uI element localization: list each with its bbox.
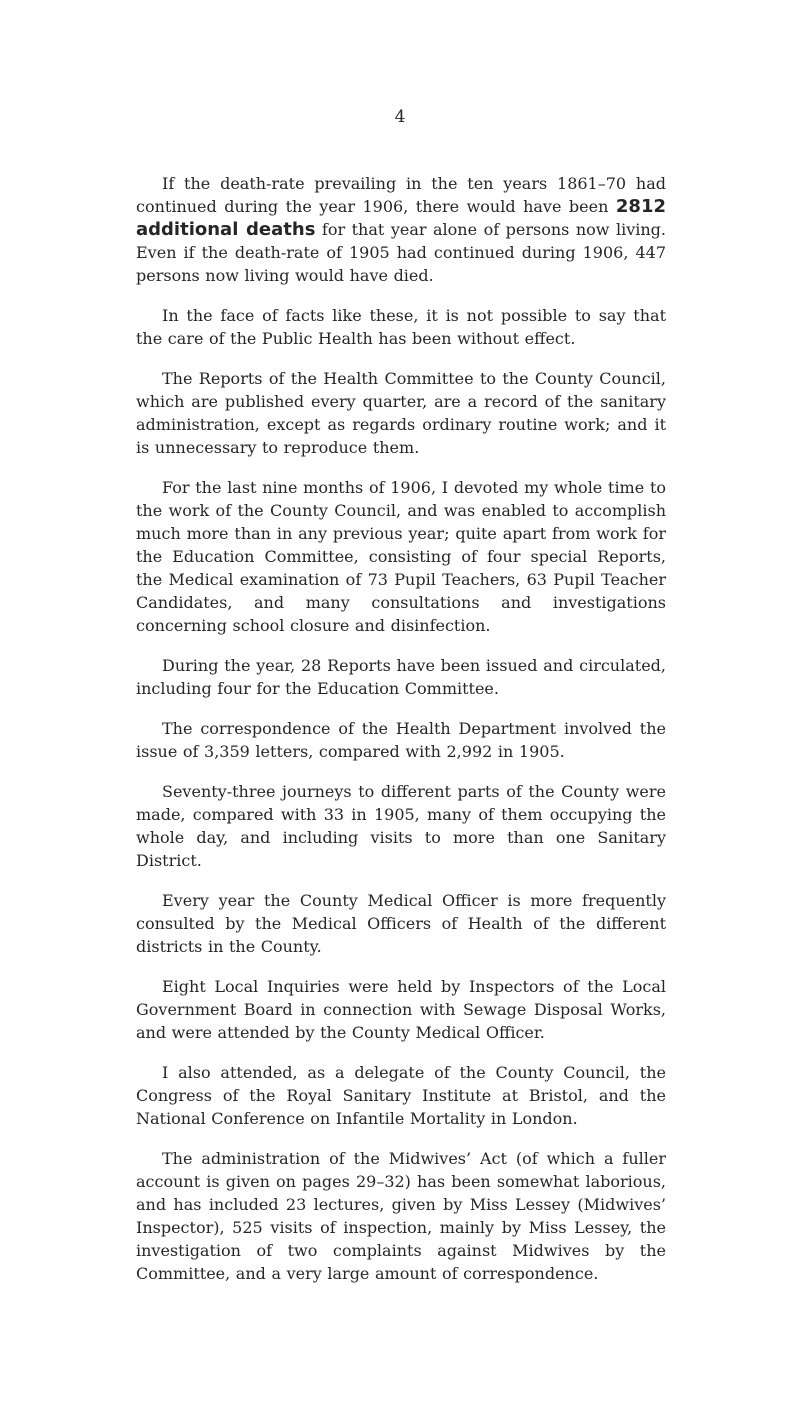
paragraph-congress: I also attended, as a delegate of the County Council, the Congress of the Royal Sanitary Institute at Bristol, and the National Conference on Infantile Mortality in London.	[136, 1063, 666, 1128]
paragraph-consultations: Every year the County Medical Officer is more frequently consulted by the Medical Officers of Health of the different districts in the County.	[136, 891, 666, 956]
paragraph-reports-issued: During the year, 28 Reports have been issued and circulated, including four for the Education Committee.	[136, 656, 666, 698]
paragraph-reports: The Reports of the Health Committee to the County Council, which are published every quarter, are a record of the sanitary administration, except as regards ordinary routine work; and it is unnecessary to reproduce them.	[136, 369, 666, 457]
paragraph-work: For the last nine months of 1906, I devoted my whole time to the work of the County Council, and was enabled to accomplish much more than in any previous year; quite apart from work for the Education Committee, consisting of four special Reports, the Medical examination of 73 Pupil Teachers, 63 Pupil Teacher Candidates, and many consultations and investigations concerning school closure and disinfection.	[136, 478, 666, 635]
paragraph-correspondence: The correspondence of the Health Department involved the issue of 3,359 letters, compared with 2,992 in 1905.	[136, 719, 666, 761]
paragraph-midwives: The administration of the Midwives’ Act (of which a fuller account is given on pages 29–32) has been somewhat laborious, and has included 23 lectures, given by Miss Lessey (Midwives’ Inspector), 525 visits of inspection, mainly by Miss Lessey, the investigation of two complaints against Midwives by the Committee, and a very large amount of correspondence.	[136, 1149, 666, 1283]
paragraph-journeys: Seventy-three journeys to different parts of the County were made, compared with 33 in 1905, many of them occupying the whole day, and including visits to more than one Sanitary District.	[136, 782, 666, 870]
paragraph-text: for that year alone of persons now living. Even if the death-rate of 1905 had continued during 1906, 447 persons now living would have died.	[136, 220, 667, 285]
body-text	[136, 172, 666, 1302]
paragraph-public-health: In the face of facts like these, it is not possible to say that the care of the Public Health has been without effect.	[136, 306, 666, 348]
emphasized-text: 2812 additional deaths	[136, 196, 666, 240]
paragraph-text: If the death-rate prevailing in the ten years 1861–70 had continued during the year 1906, there would have been	[136, 174, 666, 216]
page-number: 4	[394, 107, 406, 127]
paragraph-inquiries: Eight Local Inquiries were held by Inspectors of the Local Government Board in connection with Sewage Disposal Works, and were attended by the County Medical Officer.	[136, 977, 666, 1042]
paragraph-death-rate	[136, 172, 666, 287]
